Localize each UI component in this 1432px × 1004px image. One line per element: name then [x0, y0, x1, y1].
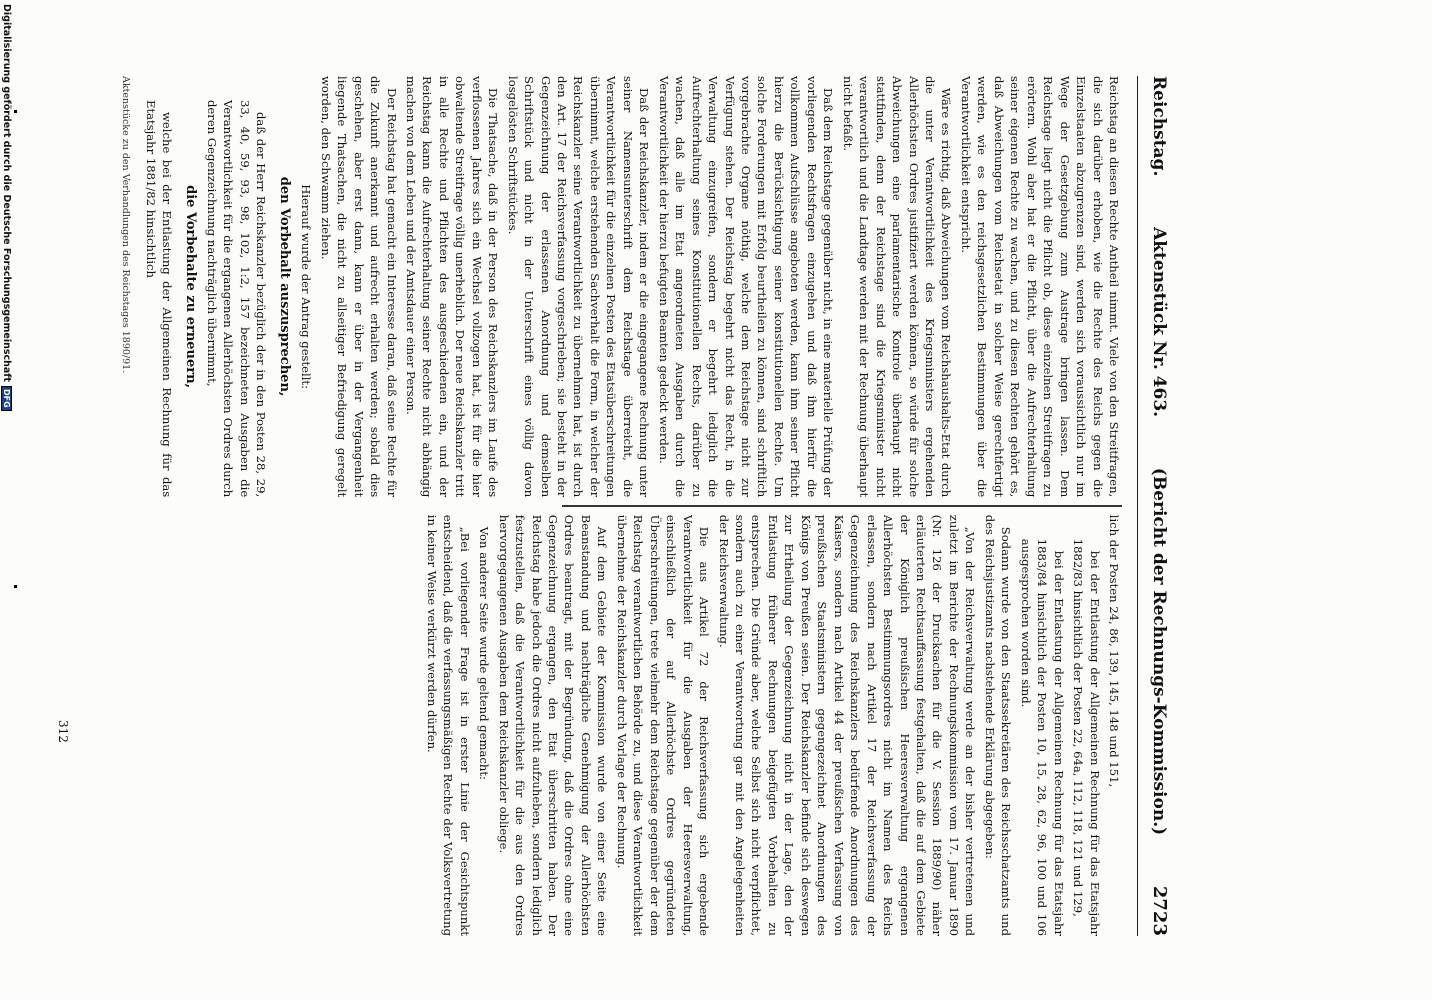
header-center: Aktenstück Nr. 463.	[1149, 227, 1169, 418]
digitization-attribution	[0, 0, 14, 1004]
text-columns	[82, 76, 1122, 936]
footnote: Aktenstücke zu den Verhandlungen des Reichstages 1890/91.	[120, 76, 132, 374]
right-paragraph: bei der Entlastung der Allgemeinen Rechnung für das Etatsjahr 1882/83 hinsichtlich der Posten 22, 64a, 112, 118, 121 und 129,	[1071, 538, 1102, 936]
left-paragraph: Die Thatsache, daß in der Person des Reichskanzlers im Laufe des verflossenen Jahres sich ein Wechsel vollzogen hat, ist für die hier obwaltende Streitfrage völlig unerheblich. Der neue Reichskanzler tritt in alle Rechte und Pflichten des ausgeschiedenen ein, und der Reichstag kann die Aufrechterhaltung seiner Rechte nicht abhängig machen von dem Leben und der Amtsdauer einer Person.	[403, 76, 501, 498]
motion-body: daß der Herr Reichskanzler bezüglich der in den Posten 28, 29, 33, 40, 59, 93, 98, 102, 1:2, 157 bezeichneten Ausgaben die Verantwortlichkeit für die ergangenen Allerhöchsten Ordres durch deren Gegenzeichnung nachträglich übernimmt,	[204, 100, 269, 498]
second-motion-body: welche bei der Entlastung der Allgemeinen Rechnung für das Etatsjahr 1881/82 hinsichtlich	[143, 100, 175, 498]
header-right: (Bericht der Rechnungs-Kommission.)	[1149, 467, 1169, 836]
column-divider	[562, 505, 1122, 507]
left-paragraph: Der Reichstag hat gemacht ein Interesse daran, daß seine Rechte für die Zukunft anerkannt und aufrecht erhalten werden; sobald dies geschehen, aber erst dann, kann er über in der Vergangenheit liegende Thatsachen, die nicht zu allseitiger Befriedigung geregelt worden, den Schwamm ziehen.	[318, 76, 399, 498]
left-paragraph: Daß der Reichskanzler, indem er die eingegangene Rechnung unter seiner Namensunterschrift dem Reichstage überreicht, die Verantwortlichkeit für die einzelnen Posten des Etatsüberschreitungen übernimmt, welche erstehenden Sachverhalt die Form, in welcher der Reichskanzler seine Verantwortlichkeit zu übernehmen hat, ist durch den Art. 17 der Reichsverfassung vorgeschrieben; sie besteht in der Gegenzeichnung der erlassenen Anordnung und demselben Schriftstück und nicht in der Unterschrift eines völlig davon losgelösten Schriftstückes.	[505, 76, 652, 498]
motion-title: den Vorbehalt auszusprechen,	[276, 176, 292, 397]
scan-mark	[14, 110, 17, 113]
header-left: Reichstag.	[1149, 76, 1169, 177]
right-paragraph: Die aus Artikel 72 der Reichsverfassung sich ergebende Verantwortlichkeit für die Ausgaben der Heeresverwaltung, einschließlich der auf Allerhöchste Ordres gegründeten Überschreitungen, trete vielmehr dem Reichstage gegenüber der dem Reichstag verantwortlichen Behörde zu, und diese Verantwortlichkeit übernehme der Reichskanzler durch Vorlage der Rechnung.	[614, 514, 712, 936]
right-paragraph: Von anderer Seite wurde geltend gemacht:	[477, 526, 492, 780]
page-header	[1137, 76, 1170, 936]
left-paragraph: Reichstag an diesen Rechte Antheil nimmt. Viele von den Streitfragen, die sich darüber erhoben, wie die Rechte des Reichs gegen die Einzelstaaten abzugrenzen sind, werden sich voraussichtlich nur im Wege der Gesetzgebung zum Austrage bringen lassen. Dem Reichstage liegt nicht die Pflicht ob, diese einzelnen Streitfragen zu erörtern. Wohl aber hat er die Pflicht, über die Aufrechterhaltung seiner eigenen Rechte zu wachen, und zu diesen Rechten gehört es, daß Abweichungen vom Reichsetat in solcher Weise gerechtfertigt werden, wie es den reichsgesetzlichen Bestimmungen über die Verantwortlichkeit entspricht.	[958, 76, 1121, 498]
left-paragraph: Daß dem Reichstage gegenüber nicht, in eine materielle Prüfung der vorliegenden Rechtsfragen einzugehen und daß ihm hierfür die vollkommen Aufschlüsse angeboten werden, kann ihm seiner Pflicht hierzu die Berücksichtigung seiner konstitutionellen Rechte. Um solche Forderungen mit Erfolg beurtheilen zu können, sind schriftlich vorgebrachte Organe nöthig, welche dem Reichstage nicht zur Verfügung stehen. Der Reichstag begehrt nicht das Recht, in die Verwaltung einzugreifen, sondern er begehrt lediglich die Aufrechterhaltung seines Konstitutionellen Rechts, darüber zu wachen, daß alle im Etat angeordneten Ausgaben durch die Verantwortlichkeit der hierzu befugten Beamten gedeckt werden.	[656, 76, 836, 498]
right-paragraph: Auf dem Gebiete der Kommission wurde von einer Seite eine Beanstandung und nachträgliche Genehmigung der Allerhöchsten Ordres beantragt, mit der Begründung, daß die Ordres ohne eine Gegenzeichnung ergangen, den Etat überschritten haben. Der Reichstag habe jedoch die Ordres nicht aufzuheben, sondern lediglich festzustellen, daß die Verantwortlichkeit für die aus den Ordres hervorgegangenen Ausgaben dem Reichskanzler obliege.	[496, 514, 610, 936]
page-number: 2723	[1149, 885, 1170, 936]
right-paragraph: „Von der Reichsverwaltung werde an der bisher vertretenen und zuletzt im Berichte der Rechnungskommission vom 17. Januar 1890 (Nr. 126 der Drucksachen für die V. Session 1889/90) näher erläuterten Rechtsauffassung festgehalten, daß die auf dem Gebiete der Königlich preußischen Heeresverwaltung ergangenen Allerhöchsten Bestimmungsordres nicht im Namen des Reichs erlassen, sondern nach Artikel 17 der Reichsverfassung der Gegenzeichnung des Reichskanzlers bedürfende Anordnungen des Kaisers, sondern nach Artikel 44 der preußischen Verfassung von preußischen Staatsministern gegengezeichnet Anordnungen des Königs von Preußen seien. Der Reichskanzler befinde sich deswegen zur Ertheilung der Gegenzeichnung nicht in der Lage, den der Entlastung früherer Rechnungen beigefügten Vorbehalten zu entsprechen. Die Gründe aber, welche Selbst sich nicht verpflichtet, sondern auch zu einer Verantwortung gar mit den Angelegenheiten der Reichsverwaltung.	[716, 514, 978, 936]
right-paragraph: Sodann wurde von den Staatssekretären des Reichsschatzamts und des Reichsjustizamts nachstehende Erklärung abgegeben:	[982, 514, 1014, 936]
left-column	[82, 76, 1122, 497]
left-paragraph: Wäre es richtig, daß Abweichungen vom Reichshaushalts-Etat durch die unter Verantwortlichkeit des Kriegsministers ergehenden Allerhöchsten Ordres justifiziert werden können, so würde für solche Abweichungen eine parlamentarische Kontrole überhaupt nicht stattfinden, denn der Reichstage sind die Kriegsminister nicht verantwortlich und die Landtage werden mit der Rechnung überhaupt nicht befaßt.	[840, 76, 954, 498]
attribution-text: Digitalisierung gefördert durch die Deutsche Forschungsgemeinschaft	[1, 4, 13, 382]
page-footer-number: 312	[56, 720, 70, 743]
right-column	[82, 515, 1122, 936]
second-motion-title: die Vorbehalte zu erneuern,	[182, 185, 198, 389]
dfg-logo-icon: DFG	[2, 386, 13, 411]
right-paragraph: bei der Entlastung der Allgemeinen Rechnung für das Etatsjahr 1883/84 hinsichtlich der Posten 10, 15, 28, 62, 96, 100 und 106 ausgesprochen worden sind.	[1018, 538, 1066, 936]
motion-intro: Hierauf wurde der Antrag gestellt:	[299, 184, 314, 390]
scan-mark	[14, 585, 17, 588]
right-paragraph: „Bei vorliegender Frage ist in erster Linie der Gesichtspunkt entscheidend, daß die verfassungsmäßigen Rechte der Volksvertretung in keiner Weise verkürzt werden dürfen.	[424, 514, 472, 936]
right-paragraph: lich der Posten 24, 86, 139, 145, 148 und 151,	[1107, 514, 1121, 788]
